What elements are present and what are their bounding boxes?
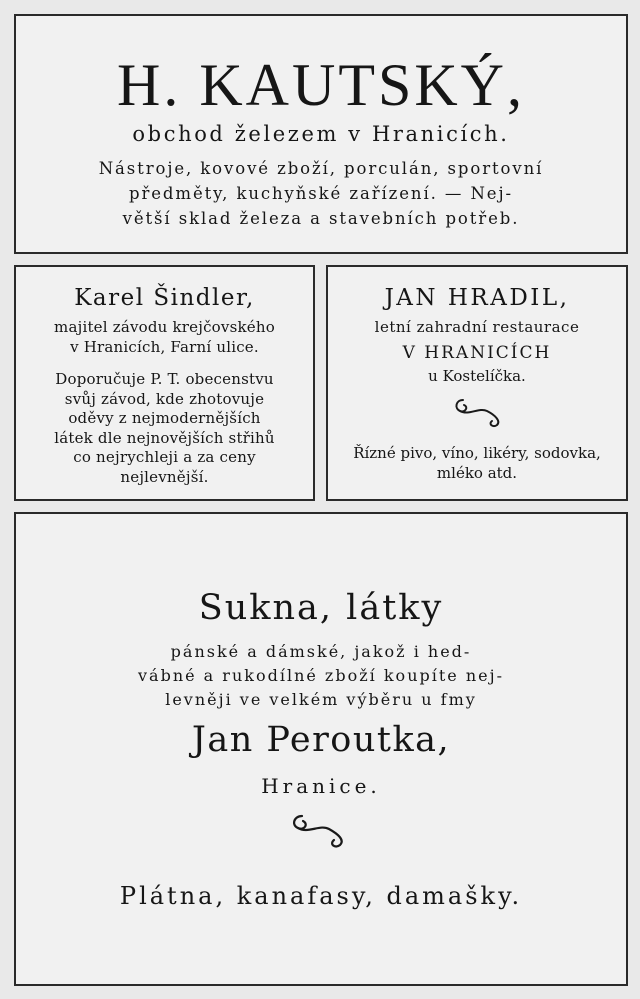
flourish-ornament-icon — [451, 395, 507, 429]
ad-body-line: větší sklad železa a stavebních potřeb. — [122, 209, 520, 228]
ad-title: H. KAUTSKÝ, — [117, 52, 525, 118]
ad-subtitle: obchod železem v Hranicích. — [132, 122, 510, 146]
ad-title: Jan Peroutka, — [191, 720, 451, 760]
ad-title: Karel Šindler, — [74, 285, 255, 311]
ad-body-line: Doporučuje P. T. obecenstvu — [55, 370, 274, 388]
ad-body-line: předměty, kuchyňské zařízení. — Nej- — [129, 184, 513, 203]
ad-body — [328, 443, 626, 483]
ad-body-line: svůj závod, kde zhotovuje — [64, 389, 265, 408]
ad-body-line: pánské a dámské, jakož i hed- — [170, 642, 472, 661]
ad-body-line: Nástroje, kovové zboží, porculán, sportovní — [98, 159, 544, 178]
ad-headline: Sukna, látky — [198, 588, 444, 628]
advertisement-kautsky — [14, 14, 628, 254]
ad-subtitle — [16, 317, 313, 357]
ad-body-line: levněji ve velkém výběru u fmy — [165, 690, 477, 709]
ad-body-line: mléko atd. — [436, 464, 518, 482]
ad-subtitle-line: majitel závodu krejčovského — [54, 318, 275, 336]
advertisement-sindler — [14, 265, 315, 501]
ad-body-line: Řízné pivo, víno, likéry, sodovka, — [353, 444, 601, 462]
ad-location-detail: u Kostelíčka. — [428, 367, 526, 385]
ad-body-line: látek dle nejnovějších střihů — [54, 428, 275, 447]
ad-body — [16, 370, 313, 487]
advertisement-hradil — [326, 265, 628, 501]
ad-subtitle-line: v Hranicích, Farní ulice. — [70, 338, 259, 356]
ad-closing-line: Plátna, kanafasy, damašky. — [119, 882, 523, 910]
ad-body-line: oděvy z nejmodernějších — [68, 409, 261, 427]
advertisement-peroutka — [14, 512, 628, 986]
ad-title: JAN HRADIL, — [384, 285, 570, 311]
ad-location: V HRANICÍCH — [402, 343, 552, 363]
ad-body-line: vábné a rukodílné zboží koupíte nej- — [138, 666, 504, 685]
ad-body — [76, 640, 566, 712]
ad-body — [56, 156, 586, 231]
flourish-ornament-icon — [288, 810, 352, 850]
ad-location: Hranice. — [261, 774, 381, 798]
ad-body-line: nejlevnější. — [120, 467, 209, 486]
ad-body-line: co nejrychleji a za ceny — [73, 448, 256, 466]
ad-subtitle: letní zahradní restaurace — [374, 318, 580, 336]
